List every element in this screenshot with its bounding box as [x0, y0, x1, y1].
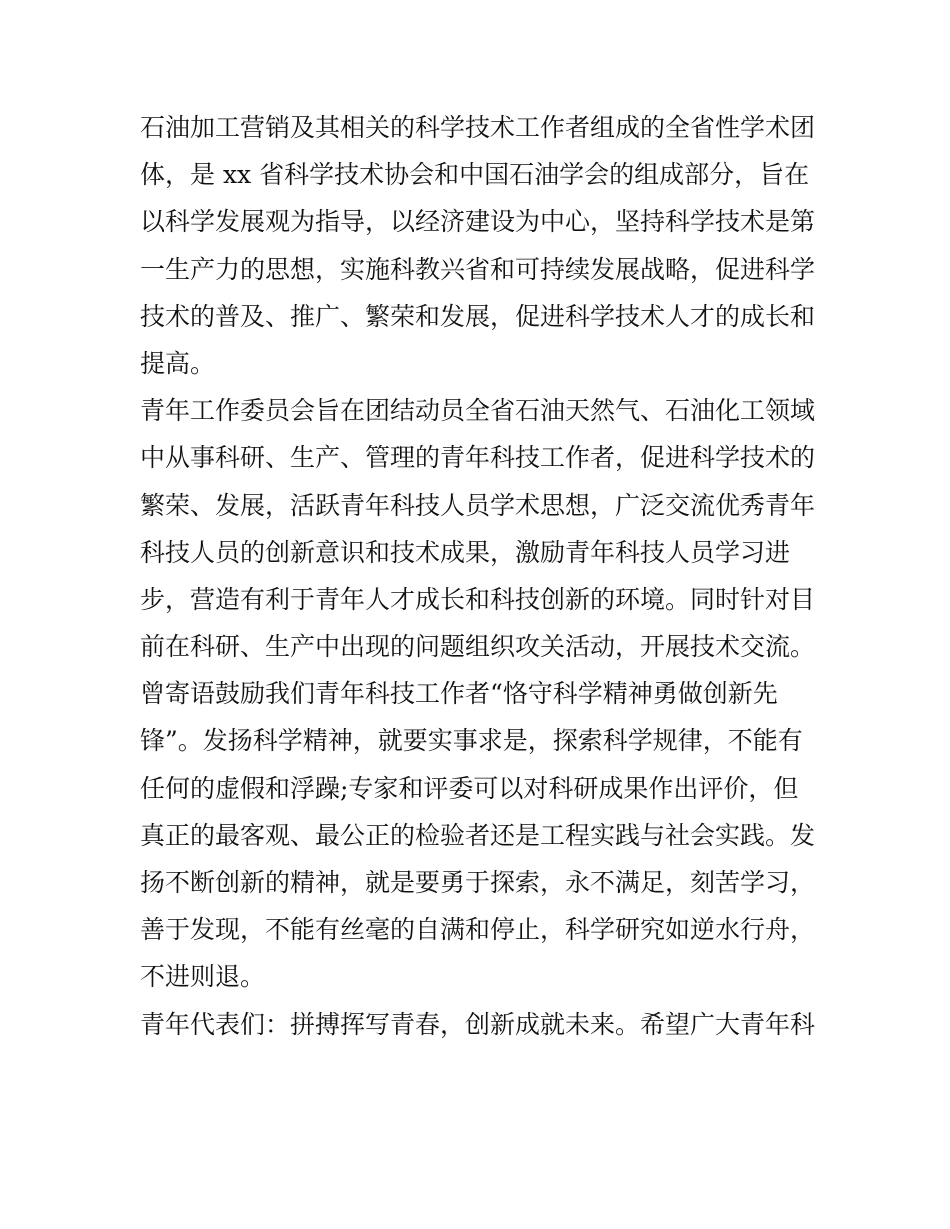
text-line: 任何的虚假和浮躁;专家和评委可以对科研成果作出评价，但 [140, 773, 799, 803]
text-line: 不进则退。 [140, 962, 266, 992]
text-line: 繁荣、发展，活跃青年科技人员学术思想，广泛交流优秀青年 [140, 490, 816, 520]
text-line: 真正的最客观、最公正的检验者还是工程实践与社会实践。发 [140, 820, 816, 850]
text-line: 科技人员的创新意识和技术成果，激励青年科技人员学习进 [140, 537, 791, 567]
text-line: 步，营造有利于青年人才成长和科技创新的环境。同时针对目 [140, 584, 816, 614]
text-line: 前在科研、生产中出现的问题组织攻关活动，开展技术交流。 [140, 632, 816, 662]
text-line: 中从事科研、生产、管理的青年科技工作者，促进科学技术的 [140, 443, 816, 473]
text-line: 体，是 xx 省科学技术协会和中国石油学会的组成部分，旨在 [140, 160, 810, 190]
text-line: 以科学发展观为指导，以经济建设为中心，坚持科学技术是第 [140, 207, 816, 237]
text-line: 青年工作委员会旨在团结动员全省石油天然气、石油化工领域 [140, 396, 816, 426]
text-line: 技术的普及、推广、繁荣和发展，促进科学技术人才的成长和 [140, 301, 816, 331]
document-body-text [140, 104, 830, 1048]
text-line: 青年代表们：拼搏挥写青春，创新成就未来。希望广大青年科 [140, 1009, 816, 1039]
text-line: 提高。 [140, 348, 216, 378]
text-line: 石油加工营销及其相关的科学技术工作者组成的全省性学术团 [140, 113, 816, 142]
text-line: 扬不断创新的精神，就是要勇于探索，永不满足，刻苦学习， [140, 868, 816, 897]
text-line: 一生产力的思想，实施科教兴省和可持续发展战略，促进科学 [140, 254, 816, 284]
text-line: 锋”。发扬科学精神，就要实事求是，探索科学规律，不能有 [140, 726, 803, 756]
text-line: 曾寄语鼓励我们青年科技工作者“恪守科学精神勇做创新先 [140, 679, 778, 709]
text-line: 善于发现，不能有丝毫的自满和停止，科学研究如逆水行舟， [140, 915, 816, 945]
